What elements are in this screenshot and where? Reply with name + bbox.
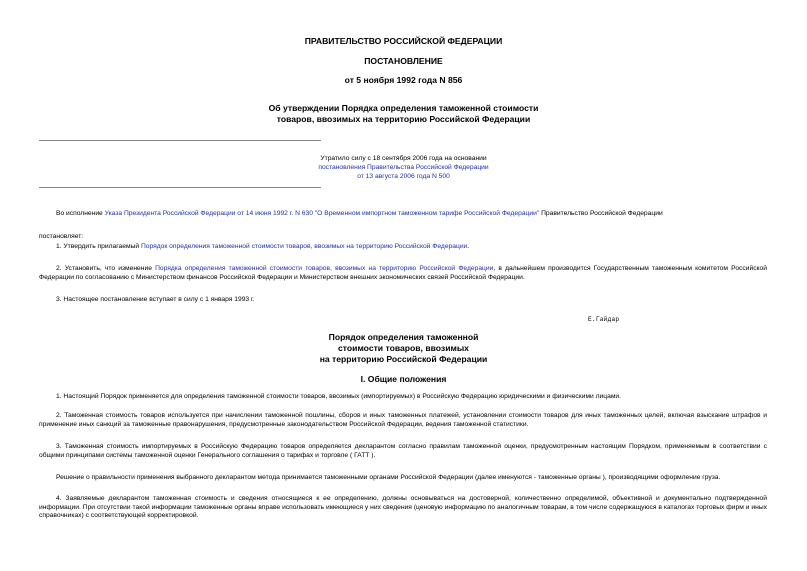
status-link-line2[interactable]: постановления Правительства Российской Федерации xyxy=(318,164,489,171)
annex-title-line1: Порядок определения таможенной xyxy=(328,332,479,342)
item-2 xyxy=(39,265,767,282)
item-3: 3. Настоящее постановление вступает в силу с 1 января 1993 г. xyxy=(56,296,255,303)
item-1-suffix: . xyxy=(467,243,470,250)
annex-title-line3: на территорию Российской Федерации xyxy=(319,354,488,364)
section-heading: I. Общие положения xyxy=(360,374,447,384)
bottom-divider xyxy=(39,187,321,188)
annex-title-line2: стоимости товаров, ввозимых xyxy=(338,343,469,353)
status-line1: Утратило силу с 18 сентября 2006 года на основании xyxy=(320,155,487,162)
item-2-suffix: , в дальнейшем производится Государственным таможенным комитетом Российской Федерации по согласованию с Министерством финансов Российской Федерации и Министерством внешних экономических связей Российской Федерации. xyxy=(39,265,768,281)
doc-title-line2: товаров, ввозимых на территорию Российской Федерации xyxy=(276,114,531,124)
poryadok-link-1[interactable]: Порядок определения таможенной стоимости товаров, ввозимых на территорию Российской Федерации xyxy=(140,243,468,250)
decree-word: постановляет: xyxy=(39,233,84,240)
section-item-1: 1. Настоящий Порядок применяется для определения таможенной стоимости товаров, ввозимых (импортируемых) в Российскую Федерацию юридическими и физическими лицами. xyxy=(56,393,622,400)
government-heading: ПРАВИТЕЛЬСТВО РОССИЙСКОЙ ФЕДЕРАЦИИ xyxy=(304,36,503,46)
doc-type-heading: ПОСТАНОВЛЕНИЕ xyxy=(364,56,443,66)
preamble-paragraph xyxy=(39,210,767,219)
signature: Е.Гайдар xyxy=(588,316,620,323)
poryadok-link-2[interactable]: Порядка определения таможенной стоимости товаров, ввозимых на территорию Российской Федерации xyxy=(155,265,494,272)
doc-title-line1: Об утверждении Порядка определения таможенной стоимости xyxy=(268,103,539,113)
item-2-prefix: 2. Установить, что изменение xyxy=(56,265,156,272)
item-1 xyxy=(39,243,767,252)
top-divider xyxy=(39,140,321,141)
section-item-2: 2. Таможенная стоимость товаров используется при начислении таможенной пошлины, сборов и иных таможенных платежей, установлении стоимости товаров для иных таможенных целей, включая взыскание штрафов и применение иных санкций за таможенные правонарушения, предусмотренные законодательством Российской Федерации, ведения таможенной статистики. xyxy=(39,412,767,428)
status-link-line3[interactable]: от 13 августа 2006 года N 500 xyxy=(357,173,450,180)
date-number: от 5 ноября 1992 года N 856 xyxy=(344,75,463,85)
section-item-3: 3. Таможенная стоимость импортируемых в Российскую Федерацию товаров определяется декларантом согласно правилам таможенной оценки, предусмотренным настоящим Порядком, применяемым в соответствии с общими принципами системы таможенной оценки Генерального соглашения о тарифах и торговле ( ГАТТ ). xyxy=(39,443,767,459)
section-item-4: 4. Заявляемые декларантом таможенная стоимость и сведения относящиеся к ее определению, должны основываться на достоверной, количественно определимой, объективной и документально подтвержденной информации. При отсутствии такой информации таможенные органы вправе использовать имеющиеся у них сведения (ценовую информацию по аналогичным товарам, в том числе содержащуюся в каталогах торговых фирм и иных справочниках) с соответствующей корректировкой. xyxy=(39,495,767,519)
preamble-prefix: Во исполнение xyxy=(56,210,105,217)
ukaz-link[interactable]: Указа Президента Российской Федерации от 14 июня 1992 г. N 630 "О Временном импортном таможенном тарифе Российской Федерации" xyxy=(104,210,540,217)
item-1-prefix: 1. Утвердить прилагаемый xyxy=(56,243,141,250)
section-item-3b: Решение о правильности применения выбранного декларантом метода принимается таможенными органами Российской Федерации (далее именуются - таможенные органы ), производящими оформление груза. xyxy=(56,474,721,481)
preamble-suffix: Правительство Российской Федерации xyxy=(539,210,663,217)
